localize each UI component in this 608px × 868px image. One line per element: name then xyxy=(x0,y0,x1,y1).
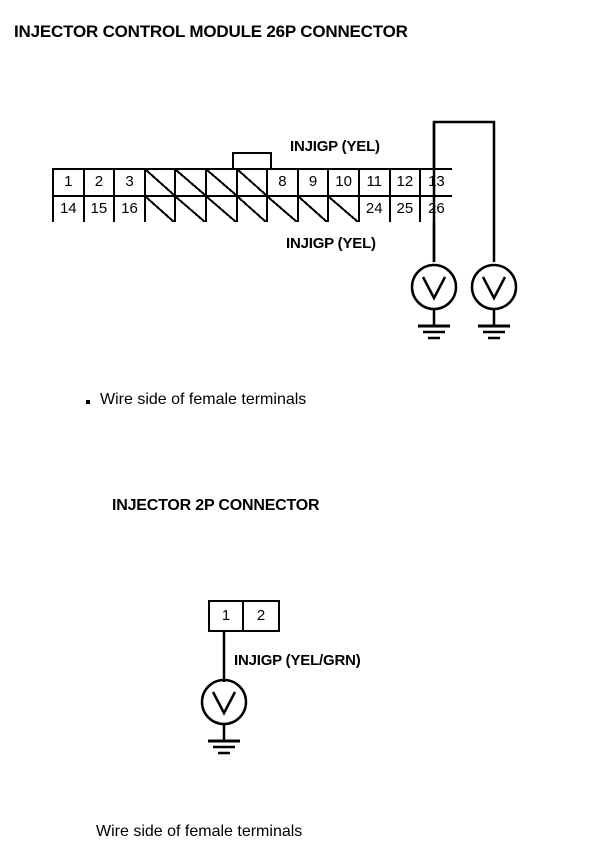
pin-cell[interactable]: 14 xyxy=(54,197,85,222)
pin-cell-blank xyxy=(238,170,269,195)
connector-26p-top-row xyxy=(54,170,450,195)
caption-bullet-dot xyxy=(86,400,90,404)
pin-cell[interactable]: 13 xyxy=(421,170,452,195)
pin-cell-blank xyxy=(207,197,238,222)
pin-cell-blank xyxy=(329,197,360,222)
ground-symbol-3 xyxy=(202,680,246,753)
pin-cell[interactable]: 3 xyxy=(115,170,146,195)
pin-cell[interactable]: 10 xyxy=(329,170,360,195)
connector-26p-bottom-row xyxy=(54,195,450,222)
pin-cell-blank xyxy=(268,197,299,222)
page-title-2p-connector: INJECTOR 2P CONNECTOR xyxy=(112,497,320,514)
ground-symbol-1 xyxy=(412,265,456,338)
pin-cell[interactable]: 8 xyxy=(268,170,299,195)
pin-cell[interactable]: 9 xyxy=(299,170,330,195)
wire-label-injigp-bottom: INJIGP (YEL) xyxy=(286,235,376,252)
pin-cell[interactable]: 12 xyxy=(391,170,422,195)
wire-label-injigp-2p: INJIGP (YEL/GRN) xyxy=(234,652,361,669)
pin-cell-blank xyxy=(176,197,207,222)
pin-cell-blank xyxy=(207,170,238,195)
page-title-26p-connector: INJECTOR CONTROL MODULE 26P CONNECTOR xyxy=(14,22,408,41)
pin-cell[interactable]: 2 xyxy=(244,602,278,630)
wire-label-injigp-top: INJIGP (YEL) xyxy=(290,138,380,155)
pin-cell-blank xyxy=(238,197,269,222)
pin-cell[interactable]: 26 xyxy=(421,197,452,222)
pin-cell-blank xyxy=(146,170,177,195)
connector-26p-body xyxy=(52,168,452,222)
caption-wire-side-bottom: Wire side of female terminals xyxy=(96,823,303,840)
pin-cell[interactable]: 1 xyxy=(54,170,85,195)
pin-cell[interactable]: 2 xyxy=(85,170,116,195)
pin-cell[interactable]: 1 xyxy=(210,602,244,630)
ground-symbol-2 xyxy=(472,265,516,338)
pin-cell[interactable]: 25 xyxy=(391,197,422,222)
pin-cell-blank xyxy=(299,197,330,222)
pin-cell[interactable]: 11 xyxy=(360,170,391,195)
pin-cell[interactable]: 16 xyxy=(115,197,146,222)
caption-wire-side-top: Wire side of female terminals xyxy=(100,391,307,408)
pin-cell[interactable]: 15 xyxy=(85,197,116,222)
connector-2p-body xyxy=(208,600,280,632)
pin-cell-blank xyxy=(176,170,207,195)
pin-cell[interactable]: 24 xyxy=(360,197,391,222)
pin-cell-blank xyxy=(146,197,177,222)
